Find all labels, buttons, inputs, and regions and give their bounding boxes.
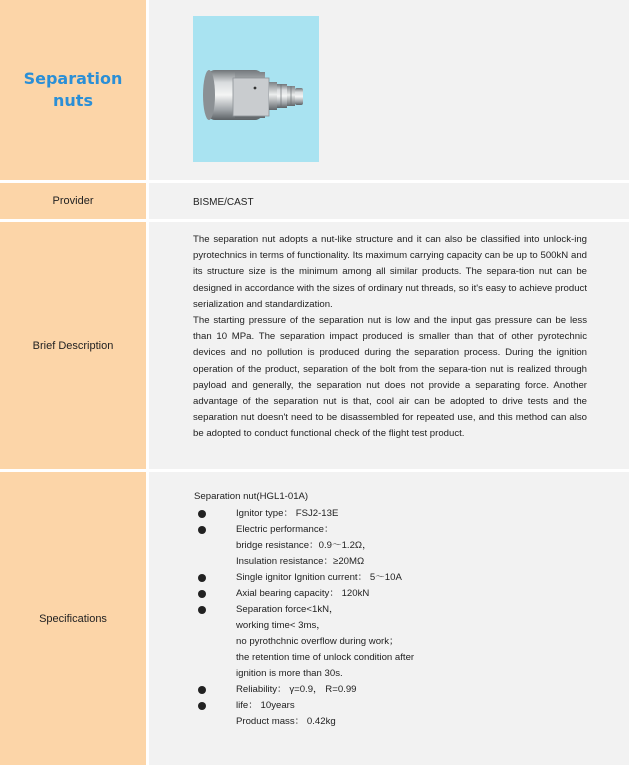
spec-text: Axial bearing capacity： 120kN xyxy=(236,588,370,599)
bullet-icon xyxy=(198,606,206,614)
spec-text: ignition is more than 30s. xyxy=(236,668,343,679)
description-label: Brief Description xyxy=(0,222,149,469)
description-paragraph: The starting pressure of the separation nut is low and the input gas pressure can be less than 10 MPa. The separation impact produced is smaller than that of other pyrotechnic devices and no pollution is produced during the separation process. During the ignition operation of the product, separation of the bolt from the separa-tion nut is realized through payload and generally, the separation nut does not provide a separating force. Another advantage of the separation nut is that, cool air can be adopted to drive tests and the separation nut doesn't need to be disassembled for repeated use, and this method can also be adopted to conduct functional check of the flight test product. xyxy=(193,315,587,440)
description-cell xyxy=(149,222,629,469)
spec-item xyxy=(194,634,594,650)
product-title-line1: Separation xyxy=(23,69,123,88)
spec-text: Ignitor type： FSJ2-13E xyxy=(236,508,339,519)
separation-nut-icon xyxy=(193,16,319,162)
spec-item xyxy=(194,714,594,730)
description-row xyxy=(0,222,632,469)
spec-text: Product mass： 0.42kg xyxy=(236,716,336,727)
spec-item xyxy=(194,698,594,714)
bullet-icon xyxy=(198,510,206,518)
provider-label: Provider xyxy=(0,183,149,219)
provider-cell xyxy=(149,183,629,219)
product-title-cell xyxy=(0,0,149,180)
bullet-icon xyxy=(198,590,206,598)
specifications-cell xyxy=(149,472,629,765)
specifications-label: Specifications xyxy=(0,472,149,765)
spec-item xyxy=(194,538,594,554)
product-title xyxy=(24,68,123,112)
spec-item xyxy=(194,506,594,522)
bullet-icon xyxy=(198,526,206,534)
spec-text: bridge resistance：0.9～1.2Ω， xyxy=(236,540,372,551)
spec-item xyxy=(194,602,594,618)
spec-item xyxy=(194,554,594,570)
specifications-row xyxy=(0,472,632,765)
spec-text: working time< 3ms， xyxy=(236,620,326,631)
bullet-icon xyxy=(198,686,206,694)
separation-nut-photo xyxy=(193,16,319,162)
spec-text: life： 10years xyxy=(236,700,295,711)
spec-text: the retention time of unlock condition after xyxy=(236,652,415,663)
photo-cell xyxy=(149,0,629,180)
spec-text: no pyrothchnic overflow during work； xyxy=(236,636,399,647)
spec-item xyxy=(194,586,594,602)
spec-item xyxy=(194,570,594,586)
provider-value: BISME/CAST xyxy=(193,197,254,208)
spec-text: Insulation resistance：≥20MΩ xyxy=(236,556,365,567)
title-row xyxy=(0,0,632,180)
spec-text: Electric performance： xyxy=(236,524,334,535)
provider-row xyxy=(0,183,632,219)
bullet-icon xyxy=(198,702,206,710)
spec-item xyxy=(194,618,594,634)
spec-text: Separation force<1kN， xyxy=(236,604,339,615)
specifications-list xyxy=(194,488,594,730)
description-text xyxy=(193,232,587,443)
spec-text: Reliability： γ=0.9， R=0.99 xyxy=(236,684,357,695)
spec-text: Single ignitor Ignition current： 5～10A xyxy=(236,572,402,583)
bullet-icon xyxy=(198,574,206,582)
spec-item xyxy=(194,682,594,698)
spec-item xyxy=(194,650,594,666)
spec-item xyxy=(194,522,594,538)
spec-item xyxy=(194,666,594,682)
description-paragraph: The separation nut adopts a nut-like structure and it can also be classified into unlock-ing pyrotechnics in terms of functionality. Its maximum carrying capacity can be up to 500kN and its structure size is the minimum among all similar products. The separa-tion nut can be designed in accordance with the sizes of ordinary nut threads, so it's easy to achieve product serialization and standardization. xyxy=(193,234,587,310)
specifications-title: Separation nut(HGL1-01A) xyxy=(194,491,309,502)
product-title-line2: nuts xyxy=(53,91,93,110)
